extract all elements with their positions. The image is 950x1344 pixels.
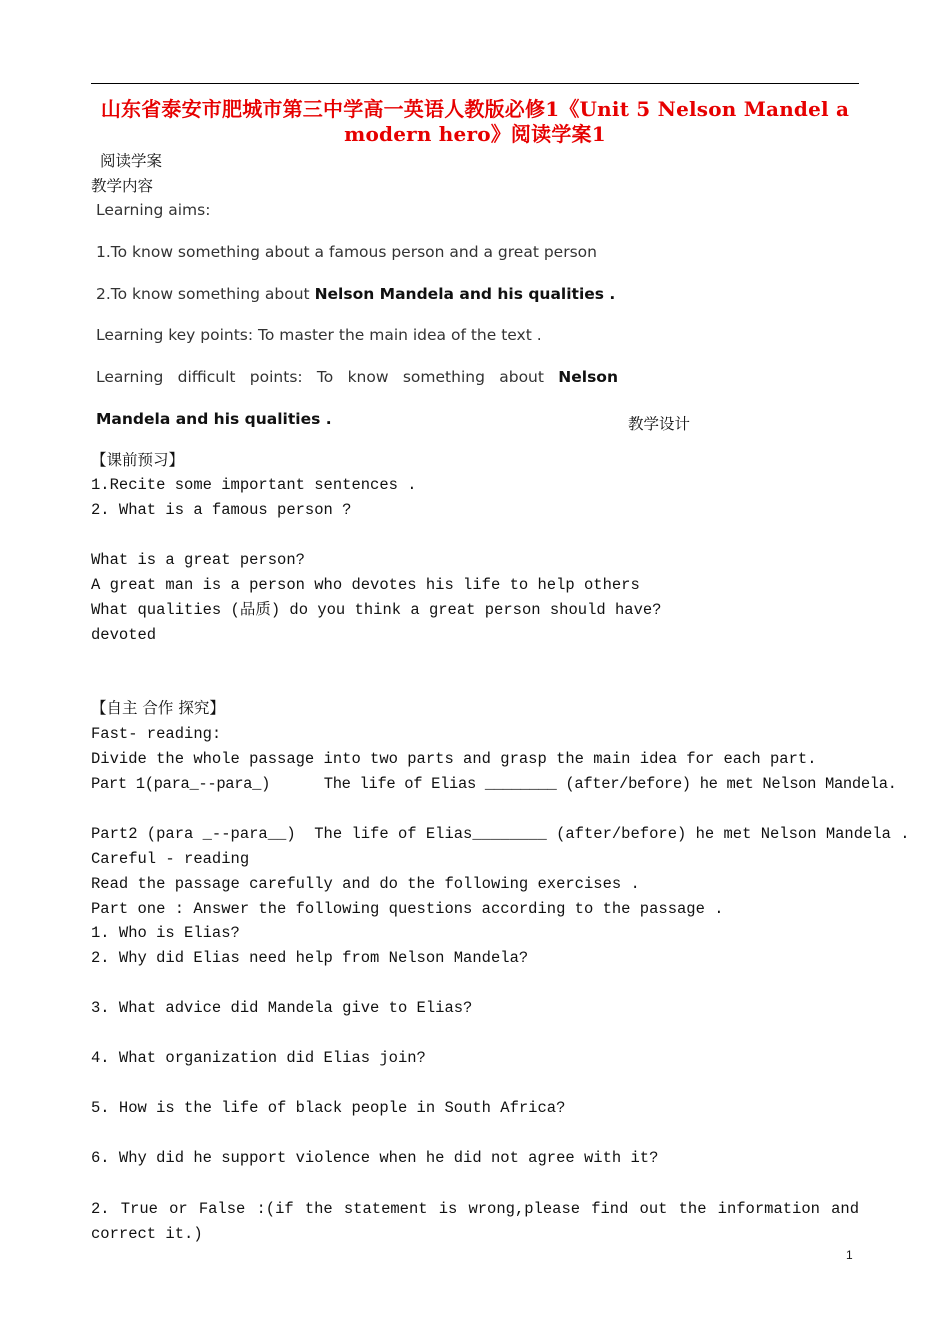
explore-line: Part one : Answer the following questions according to the passage . xyxy=(91,900,724,918)
explore-line: Fast- reading: xyxy=(91,725,222,743)
true-false-instruction: 2. True or False :(if the statement is wrong,please find out the information and correct it.) xyxy=(91,1200,859,1243)
question-line: 2. Why did Elias need help from Nelson Mandela? xyxy=(91,949,529,967)
explore-heading: 【自主 合作 探究】 xyxy=(91,699,225,717)
question-line: 1. Who is Elias? xyxy=(91,924,240,942)
explore-line: Read the passage carefully and do the following exercises . xyxy=(91,875,640,893)
question-line: 3. What advice did Mandela give to Elias? xyxy=(91,999,473,1017)
question-line: 4. What organization did Elias join? xyxy=(91,1049,426,1067)
explore-line: Divide the whole passage into two parts and grasp the main idea for each part. xyxy=(91,750,817,768)
explore-line: Part2 (para _--para__) The life of Elias________ (after/before) he met Nelson Mandela . xyxy=(91,825,910,843)
difficult-points-continued xyxy=(96,409,332,429)
question-line: 6. Why did he support violence when he did not agree with it? xyxy=(91,1149,659,1167)
design-label: 教学设计 xyxy=(628,415,691,433)
difficult-points-text: Learning difficult points: To know something about xyxy=(96,368,559,386)
preview-line: What qualities (品质) do you think a great person should have? xyxy=(91,601,662,619)
preview-line: A great man is a person who devotes his life to help others xyxy=(91,576,640,594)
learning-key-points: Learning key points: To master the main idea of the text . xyxy=(96,326,542,344)
preview-line: What is a great person? xyxy=(91,551,305,569)
preview-line: 1.Recite some important sentences . xyxy=(91,476,417,494)
learning-aims-heading: Learning aims: xyxy=(96,201,211,219)
explore-line: Part 1(para_--para_) The life of Elias ________ (after/before) he met Nelson Mandela. xyxy=(91,775,897,793)
explore-line: Careful - reading xyxy=(91,850,250,868)
header-rule xyxy=(91,83,859,84)
difficult-points-bold-2: Mandela and his qualities . xyxy=(96,410,332,428)
learning-aim-2-bold: Nelson Mandela and his qualities . xyxy=(314,285,616,303)
section-content-label: 教学内容 xyxy=(91,177,154,195)
subtitle: 阅读学案 xyxy=(100,152,163,170)
learning-aim-1: 1.To know something about a famous person and a great person xyxy=(96,243,597,261)
learning-aim-2-text: 2.To know something about xyxy=(96,285,315,303)
difficult-points-bold: Nelson xyxy=(558,368,618,386)
preview-line: 2. What is a famous person ? xyxy=(91,501,352,519)
learning-aim-2 xyxy=(96,284,615,304)
question-line: 5. How is the life of black people in South Africa? xyxy=(91,1099,566,1117)
preview-line: devoted xyxy=(91,626,157,644)
page-number: 1 xyxy=(846,1248,853,1262)
document-title: 山东省泰安市肥城市第三中学高一英语人教版必修1《Unit 5 Nelson Mandel a modern hero》阅读学案1 xyxy=(100,97,850,146)
preview-heading: 【课前预习】 xyxy=(91,451,185,469)
learning-difficult-points xyxy=(96,367,618,387)
